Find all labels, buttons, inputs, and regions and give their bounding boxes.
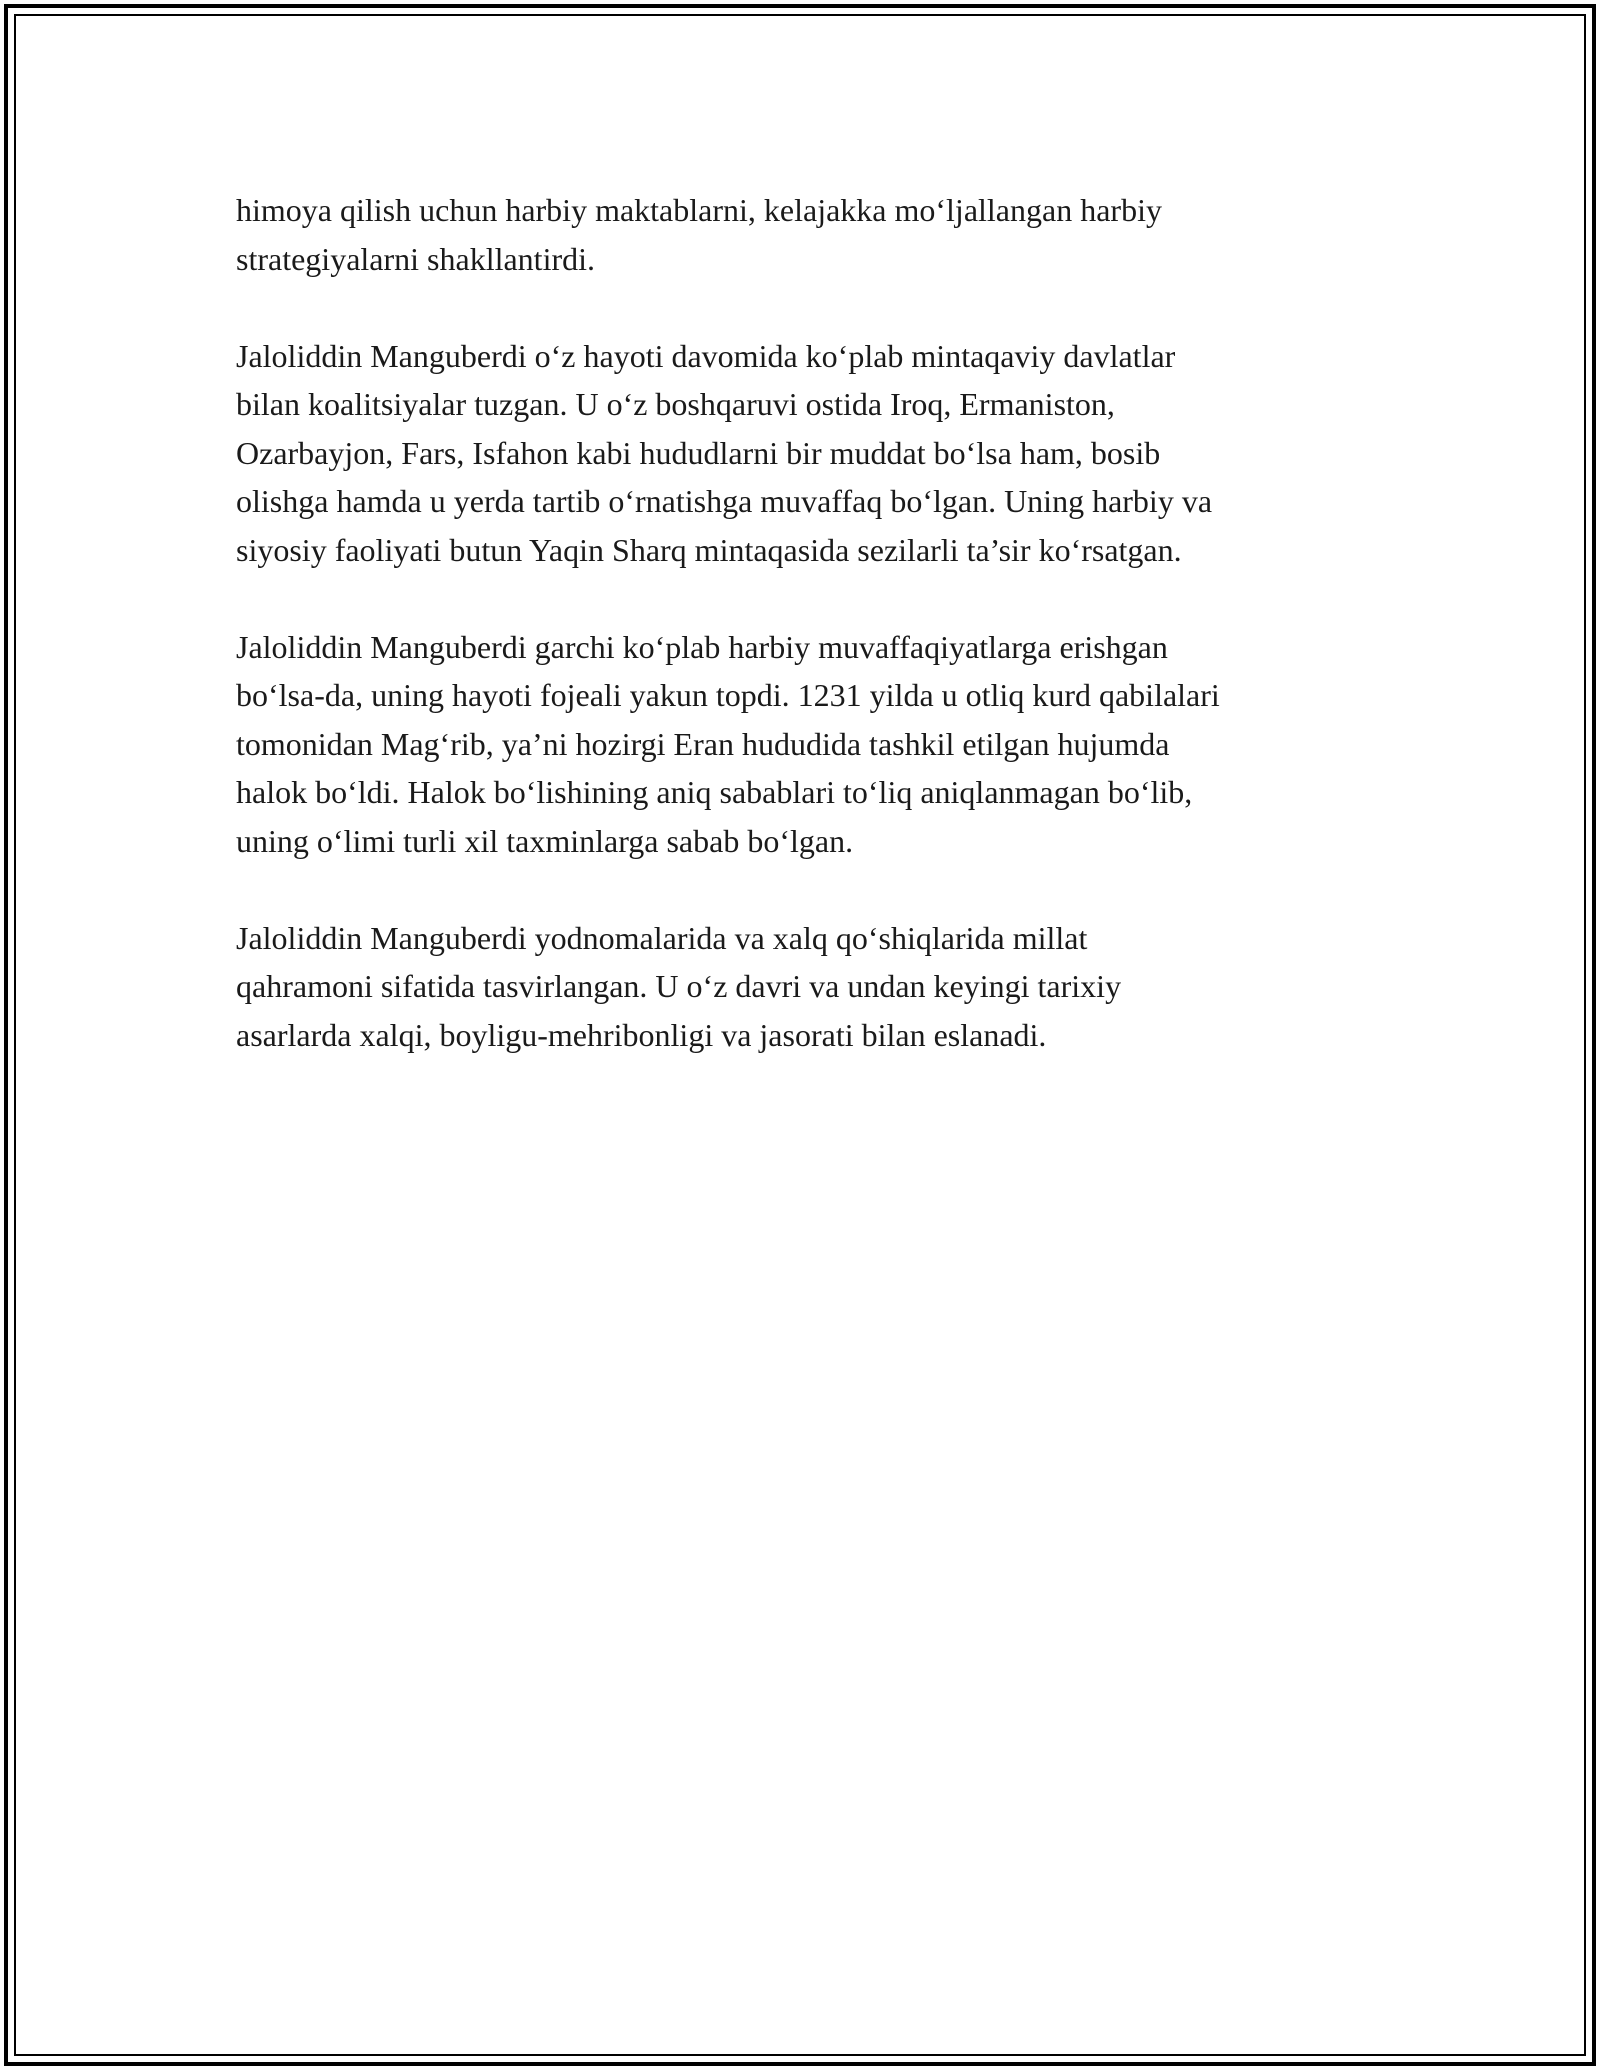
document-body — [236, 186, 1386, 1108]
paragraph: himoya qilish uchun harbiy maktablarni, kelajakka mo‘ljallangan harbiy strategiyalarni shakllantirdi. — [236, 192, 1162, 277]
paragraph: Jaloliddin Manguberdi garchi ko‘plab harbiy muvaffaqiyatlarga erishgan bo‘lsa-da, uning hayoti fojeali yakun topdi. 1231 yilda u otliq kurd qabilalari tomonidan Mag‘rib, ya’ni hozirgi Eran hududida tashkil etilgan hujumda halok bo‘ldi. Halok bo‘lishining aniq sabablari to‘liq aniqlanmagan bo‘lib, uning o‘limi turli xil taxminlarga sabab bo‘lgan. — [236, 628, 1220, 859]
paragraph: Jaloliddin Manguberdi o‘z hayoti davomida ko‘plab mintaqaviy davlatlar bilan koalitsiyalar tuzgan. U o‘z boshqaruvi ostida Iroq, Ermaniston, Ozarbayjon, Fars, Isfahon kabi hududlarni bir muddat bo‘lsa ham, bosib olishga hamda u yerda tartib o‘rnatishga muvaffaq bo‘lgan. Uning harbiy va siyosiy faoliyati butun Yaqin Sharq mintaqasida sezilarli ta’sir ko‘rsatgan. — [236, 337, 1213, 568]
paragraph: Jaloliddin Manguberdi yodnomalarida va xalq qo‘shiqlarida millat qahramoni sifatida tasvirlangan. U o‘z davri va undan keyingi tarixiy asarlarda xalqi, boyligu-mehribonligi va jasorati bilan eslanadi. — [236, 919, 1122, 1053]
